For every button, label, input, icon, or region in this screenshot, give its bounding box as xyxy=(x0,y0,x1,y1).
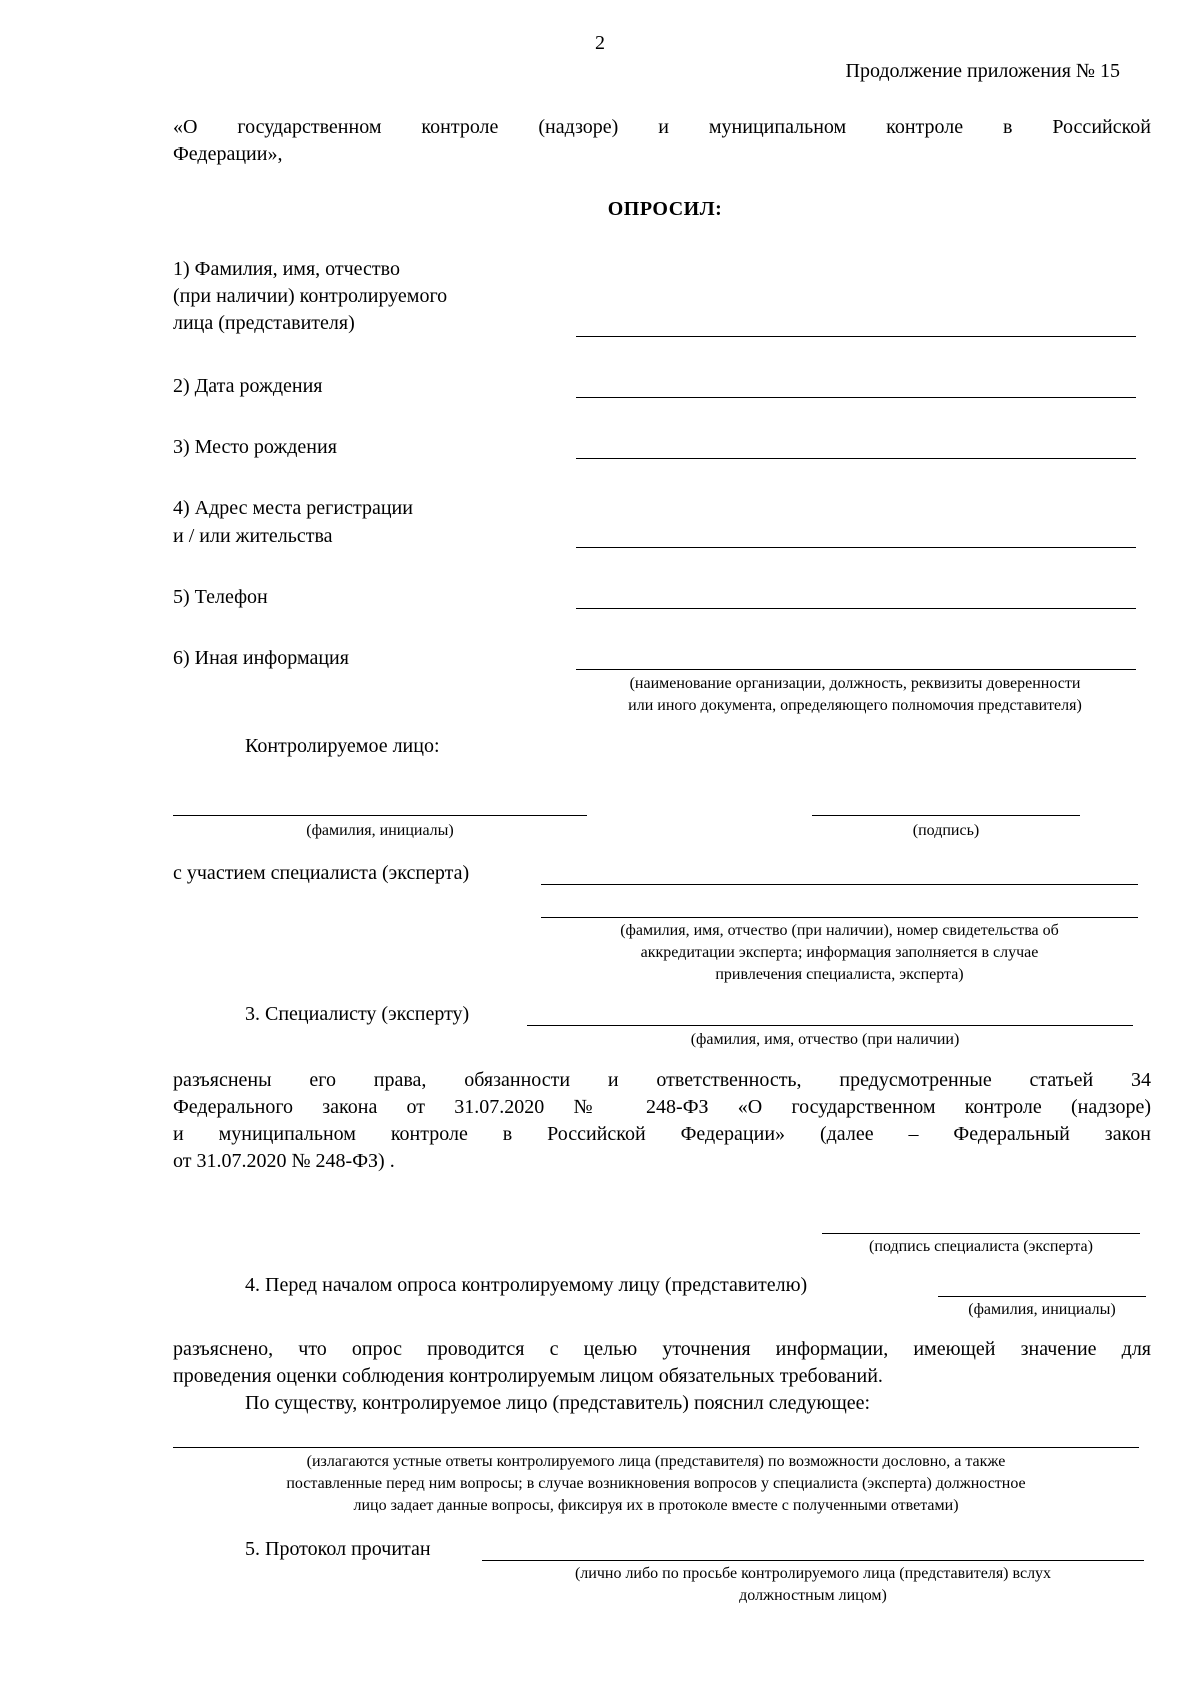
item-5-label: 5. Протокол прочитан xyxy=(245,1538,431,1560)
item-4-caption: (фамилия, инициалы) xyxy=(968,1301,1116,1318)
field-4-label-line-1: 4) Адрес места регистрации xyxy=(173,497,413,519)
page-number: 2 xyxy=(595,32,605,54)
specialist-signature-caption: (подпись специалиста (эксперта) xyxy=(869,1238,1093,1255)
item-3-para-line-1: разъяснены его права, обязанности и ответственность, предусмотренные статьей 34 xyxy=(173,1069,1151,1091)
specialist-caption-line-2: аккредитации эксперта; информация заполняется в случае xyxy=(640,944,1039,961)
continuation-note: Продолжение приложения № 15 xyxy=(845,60,1120,82)
heading-oprosil: ОПРОСИЛ: xyxy=(607,198,723,220)
specialist-input-line-1[interactable] xyxy=(541,884,1138,885)
specialist-input-line-2[interactable] xyxy=(541,917,1138,918)
item-4-para-line-3: По существу, контролируемое лицо (представитель) пояснил следующее: xyxy=(245,1392,871,1414)
field-2-label: 2) Дата рождения xyxy=(173,375,323,397)
specialist-label: с участием специалиста (эксперта) xyxy=(173,862,470,884)
intro-line-1: «О государственном контроле (надзоре) и муниципальном контроле в Российской xyxy=(173,116,1151,138)
item-4-caption-line-1: (излагаются устные ответы контролируемого лица (представителя) по возможности дословно, а также xyxy=(306,1453,1006,1470)
item-3-para-line-2: Федерального закона от 31.07.2020 № 248-ФЗ «О государственном контроле (надзоре) xyxy=(173,1096,1151,1118)
specialist-caption-line-3: привлечения специалиста, эксперта) xyxy=(715,966,964,983)
field-1-label-line-3: лица (представителя) xyxy=(173,312,355,334)
item-5-input-line[interactable] xyxy=(482,1560,1144,1561)
field-1-input-line[interactable] xyxy=(576,336,1136,337)
controlled-person-name-caption: (фамилия, инициалы) xyxy=(306,822,454,839)
item-5-caption-line-2: должностным лицом) xyxy=(739,1587,887,1604)
item-4-caption-line-2: поставленные перед ним вопросы; в случае возникновения вопросов у специалиста (эксперта) должностное xyxy=(286,1475,1026,1492)
item-3-input-line[interactable] xyxy=(527,1025,1133,1026)
specialist-signature-line[interactable] xyxy=(822,1233,1140,1234)
specialist-caption-line-1: (фамилия, имя, отчество (при наличии), номер свидетельства об xyxy=(620,922,1059,939)
item-4-label: 4. Перед началом опроса контролируемому лицу (представителю) xyxy=(245,1274,808,1296)
item-4-input-line[interactable] xyxy=(938,1296,1146,1297)
field-6-caption-line-2: или иного документа, определяющего полномочия представителя) xyxy=(628,697,1082,714)
field-4-label-line-2: и / или жительства xyxy=(173,525,333,547)
explanation-input-line[interactable] xyxy=(173,1447,1139,1448)
field-6-label: 6) Иная информация xyxy=(173,647,349,669)
item-5-caption-line-1: (лично либо по просьбе контролируемого лица (представителя) вслух xyxy=(574,1565,1052,1582)
field-3-label: 3) Место рождения xyxy=(173,436,337,458)
item-4-para-line-1: разъяснено, что опрос проводится с целью уточнения информации, имеющей значение для xyxy=(173,1338,1151,1360)
field-1-label-line-2: (при наличии) контролируемого xyxy=(173,285,448,307)
item-4-caption-line-3: лицо задает данные вопросы, фиксируя их в протоколе вместе с полученными ответами) xyxy=(353,1497,959,1514)
field-1-label-line-1: 1) Фамилия, имя, отчество xyxy=(173,258,400,280)
item-4-para-line-2: проведения оценки соблюдения контролируемым лицом обязательных требований. xyxy=(173,1365,883,1387)
controlled-person-label: Контролируемое лицо: xyxy=(245,735,440,757)
field-2-input-line[interactable] xyxy=(576,397,1136,398)
controlled-person-name-line[interactable] xyxy=(173,815,587,816)
intro-line-2: Федерации», xyxy=(173,143,283,165)
item-3-caption: (фамилия, имя, отчество (при наличии) xyxy=(690,1031,960,1048)
field-5-input-line[interactable] xyxy=(576,608,1136,609)
field-6-input-line[interactable] xyxy=(576,669,1136,670)
item-3-para-line-4: от 31.07.2020 № 248-ФЗ) . xyxy=(173,1150,395,1172)
field-3-input-line[interactable] xyxy=(576,458,1136,459)
controlled-person-sign-line[interactable] xyxy=(812,815,1080,816)
field-5-label: 5) Телефон xyxy=(173,586,268,608)
controlled-person-sign-caption: (подпись) xyxy=(912,822,980,839)
field-6-caption-line-1: (наименование организации, должность, реквизиты доверенности xyxy=(629,675,1081,692)
item-3-label: 3. Специалисту (эксперту) xyxy=(245,1003,470,1025)
item-3-para-line-3: и муниципальном контроле в Российской Федерации» (далее – Федеральный закон xyxy=(173,1123,1151,1145)
field-4-input-line[interactable] xyxy=(576,547,1136,548)
